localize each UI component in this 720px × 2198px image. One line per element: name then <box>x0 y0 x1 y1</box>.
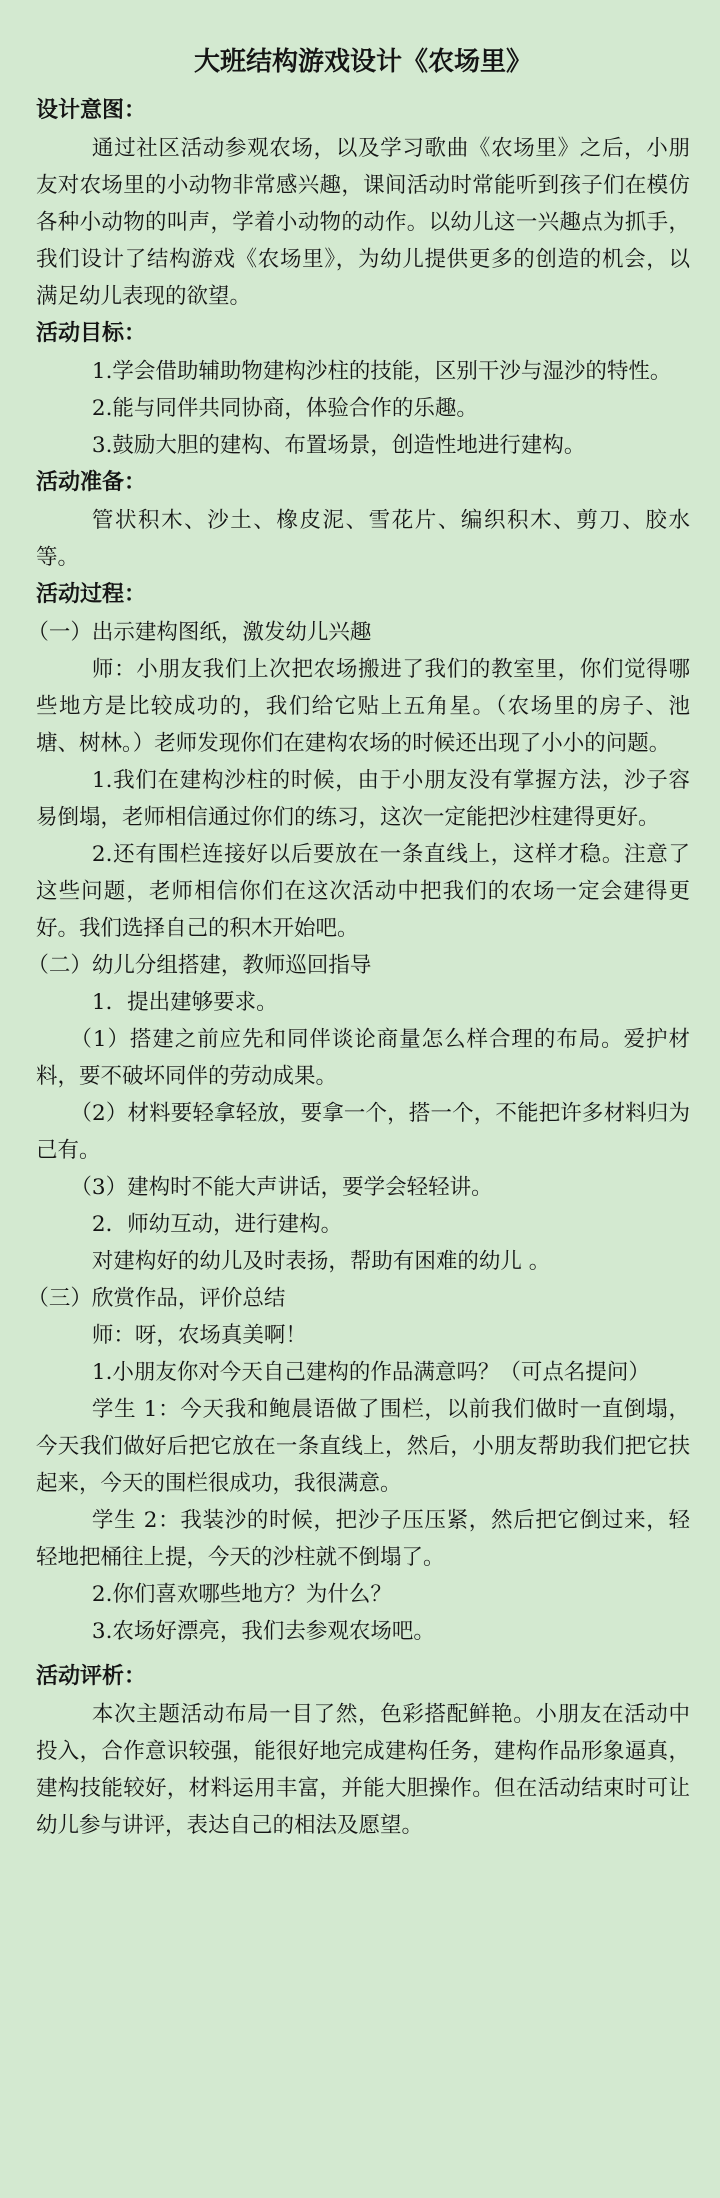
process-part2-paragraph: （2）材料要轻拿轻放，要拿一个，搭一个，不能把许多材料归为己有。 <box>36 1101 690 1163</box>
analysis-text: 本次主题活动布局一目了然，色彩搭配鲜艳。小朋友在活动中投入，合作意识较强，能很好地完成建构任务，建构作品形象逼真，建构技能较好，材料运用丰富，并能大胆操作。但在活动结束时可让幼儿参与讲评，表达自己的相法及愿望。 <box>36 1702 690 1838</box>
process-part3-paragraph: 学生 1：今天我和鲍晨语做了围栏，以前我们做时一直倒塌，今天我们做好后把它放在一条直线上，然后，小朋友帮助我们把它扶起来，今天的围栏很成功，我很满意。 <box>36 1397 690 1496</box>
process-part2-paragraph: 1．提出建够要求。 <box>91 990 278 1015</box>
process-part2-paragraph: 2．师幼互动，进行建构。 <box>91 1212 343 1237</box>
process-part1-paragraph: 2.还有围栏连接好以后要放在一条直线上，这样才稳。注意了这些问题，老师相信你们在这次活动中把我们的农场一定会建得更好。我们选择自己的积木开始吧。 <box>36 842 690 941</box>
section-spacer <box>36 1650 690 1658</box>
intent-heading: 设计意图： <box>36 98 147 123</box>
goal-item-3: 3.鼓励大胆的建构、布置场景，创造性地进行建构。 <box>91 433 586 458</box>
prep-text: 管状积木、沙土、橡皮泥、雪花片、编织积木、剪刀、胶水等。 <box>36 508 690 570</box>
goal-item-1: 1.学会借助辅助物建构沙柱的技能，区别干沙与湿沙的特性。 <box>91 359 672 384</box>
process-part3-paragraph: 师：呀，农场真美啊！ <box>91 1323 307 1348</box>
goal-item-2: 2.能与同伴共同协商，体验合作的乐趣。 <box>91 396 478 421</box>
process-part1-paragraph: 1.我们在建构沙柱的时候，由于小朋友没有掌握方法，沙子容易倒塌，老师相信通过你们的练习，这次一定能把沙柱建得更好。 <box>36 768 690 830</box>
process-part2-paragraph: 对建构好的幼儿及时表扬，帮助有困难的幼儿 。 <box>91 1249 551 1274</box>
document-title: 大班结构游戏设计《农场里》 <box>193 47 532 77</box>
process-part3-paragraph: 3.农场好漂亮，我们去参观农场吧。 <box>91 1619 435 1644</box>
process-part2-title: （二）幼儿分组搭建，教师巡回指导 <box>27 953 372 978</box>
process-part3-paragraph: 学生 2：我装沙的时候，把沙子压压紧，然后把它倒过来，轻轻地把桶往上提，今天的沙柱就不倒塌了。 <box>36 1508 690 1570</box>
process-part1-title: （一）出示建构图纸，激发幼儿兴趣 <box>27 620 372 645</box>
prep-heading: 活动准备： <box>36 470 147 495</box>
process-heading: 活动过程： <box>36 582 147 607</box>
process-part2-paragraph: （3）建构时不能大声讲话，要学会轻轻讲。 <box>70 1175 493 1200</box>
goals-heading: 活动目标： <box>36 321 147 346</box>
process-part1-paragraph: 师：小朋友我们上次把农场搬进了我们的教室里，你们觉得哪些地方是比较成功的，我们给它贴上五角星。（农场里的房子、池塘、树林。）老师发现你们在建构农场的时候还出现了小小的问题。 <box>36 657 690 756</box>
analysis-heading: 活动评析： <box>36 1664 147 1689</box>
process-part3-paragraph: 2.你们喜欢哪些地方？为什么？ <box>91 1582 392 1607</box>
process-part3-title: （三）欣赏作品，评价总结 <box>27 1286 286 1311</box>
process-part3-paragraph: 1.小朋友你对今天自己建构的作品满意吗？（可点名提问） <box>91 1360 650 1385</box>
intent-text: 通过社区活动参观农场，以及学习歌曲《农场里》之后，小朋友对农场里的小动物非常感兴趣，课间活动时常能听到孩子们在模仿各种小动物的叫声，学着小动物的动作。以幼儿这一兴趣点为抓手，我们设计了结构游戏《农场里》，为幼儿提供更多的创造的机会，以满足幼儿表现的欲望。 <box>36 136 690 309</box>
process-part2-paragraph: （1）搭建之前应先和同伴谈论商量怎么样合理的布局。爱护材料，要不破坏同伴的劳动成果。 <box>36 1027 690 1089</box>
